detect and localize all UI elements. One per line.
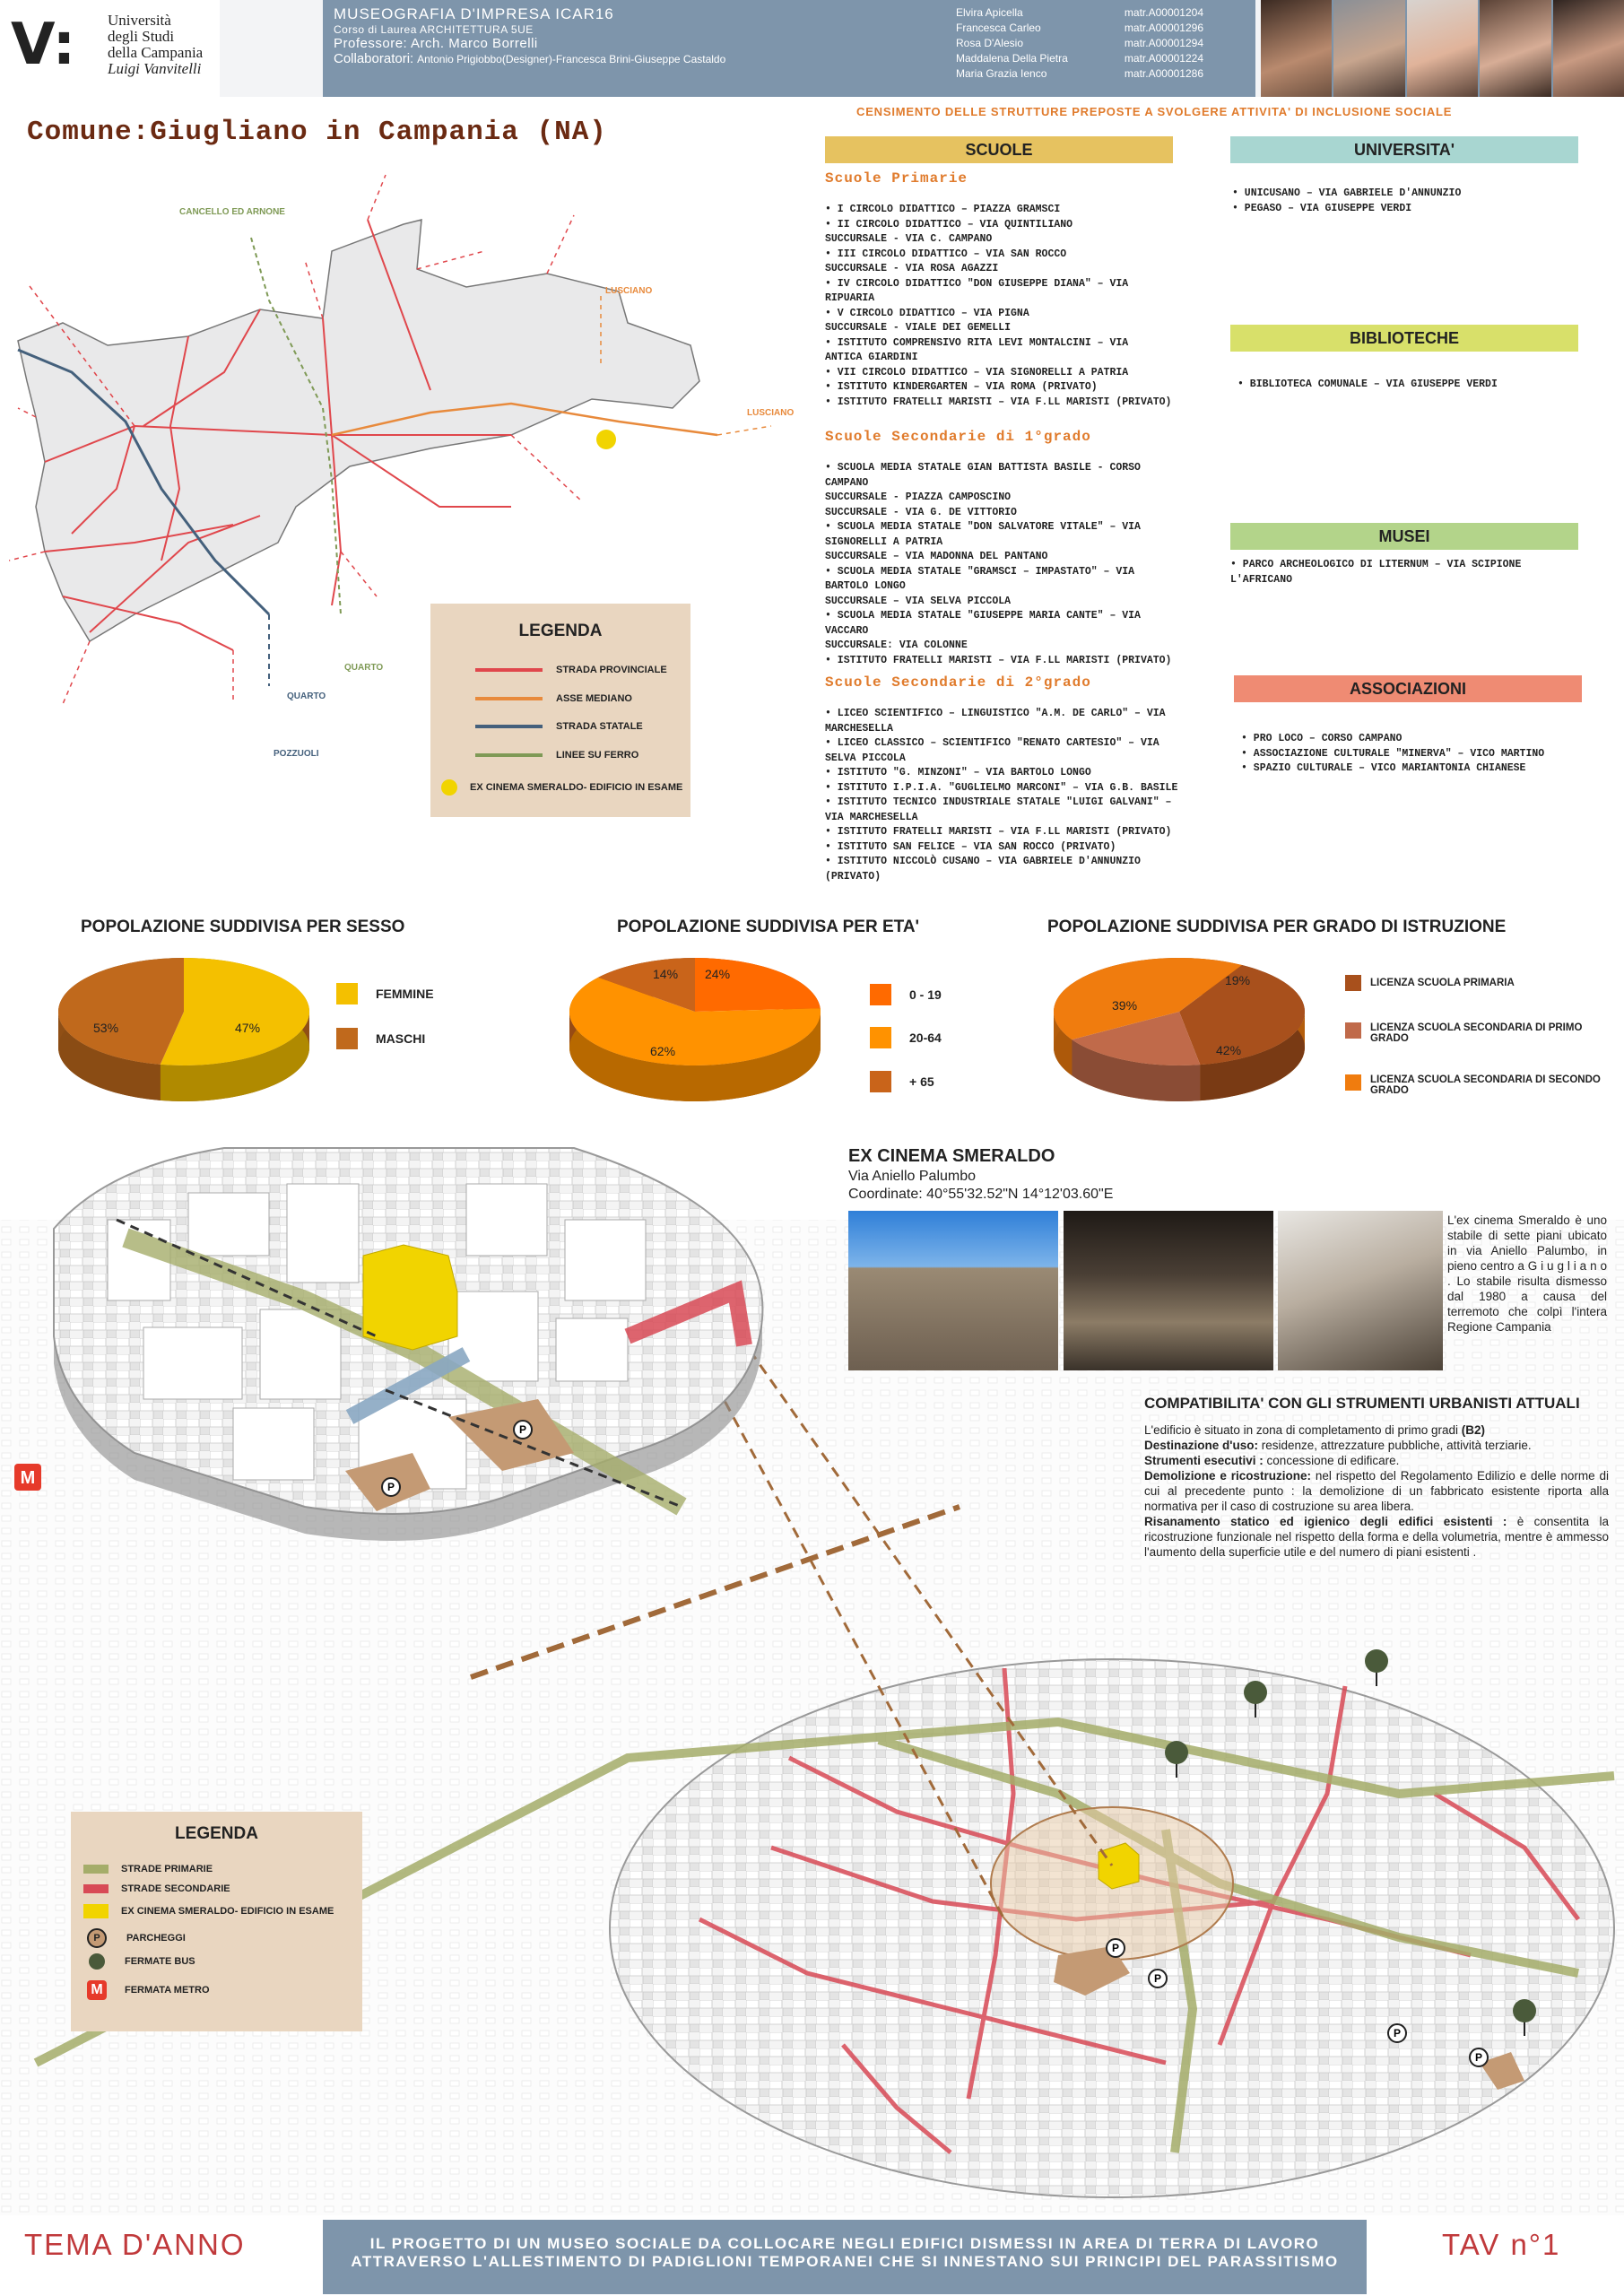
list-item: • III CIRCOLO DIDATTICO – VIA SAN ROCCO	[825, 248, 1067, 260]
detail-cinema-building	[363, 1245, 457, 1350]
university-logo	[0, 0, 220, 97]
scuole-sec1-title: Scuole Secondarie di 1°grado	[825, 429, 1091, 445]
label-lusciano-2: LUSCIANO	[747, 408, 795, 418]
category-biblioteche: BIBLIOTECHE	[1230, 325, 1578, 352]
legend-item	[83, 1904, 334, 1918]
legend-swatch	[441, 779, 457, 796]
legend-label: PARCHEGGI	[126, 1933, 186, 1944]
compat-bold: Strumenti esecutivi :	[1144, 1454, 1267, 1467]
parking-icon: P	[87, 1928, 107, 1948]
student-photo	[1553, 0, 1624, 97]
cinema-location-marker	[596, 430, 616, 449]
legend-swatch	[870, 984, 891, 1005]
list-item: L'AFRICANO	[1230, 573, 1293, 586]
legend-label: STRADA PROVINCIALE	[556, 665, 667, 675]
student-row	[956, 5, 1203, 21]
chart-title-eta: POPOLAZIONE SUDDIVISA PER ETA'	[617, 918, 920, 936]
student-matr: matr.A00001286	[1124, 67, 1203, 80]
tema-label: TEMA D'ANNO	[24, 2228, 246, 2261]
parking-marker	[514, 1421, 532, 1439]
legend-swatch	[336, 1028, 358, 1049]
student-matr: matr.A00001204	[1124, 6, 1203, 19]
legend-swatch	[475, 725, 543, 728]
urban-legend	[71, 1812, 362, 2031]
pie-label: 24%	[705, 967, 731, 981]
bus-stop-icon	[1165, 1741, 1188, 1764]
legend-item	[83, 1883, 230, 1894]
axis-median-arrow-east	[717, 426, 771, 435]
student-matr: matr.A00001224	[1124, 52, 1203, 65]
list-item: • LICEO SCIENTIFICO – LINGUISTICO "A.M. DE CARLO" – VIA	[825, 708, 1166, 719]
category-musei: MUSEI	[1230, 523, 1578, 550]
student-matr: matr.A00001294	[1124, 37, 1203, 49]
building	[556, 1318, 628, 1381]
pie-chart-eta	[560, 949, 838, 1119]
parking-marker	[1149, 1970, 1167, 1987]
legend-label: FERMATA METRO	[125, 1985, 210, 1996]
list-item: • UNICUSANO – VIA GABRIELE D'ANNUNZIO	[1232, 187, 1462, 199]
list-item: • ISTITUTO NICCOLÒ CUSANO – VIA GABRIELE D'ANNUNZIO	[825, 856, 1141, 867]
pie-label: 39%	[1112, 998, 1138, 1013]
legend-item	[83, 1928, 186, 1948]
list-item: • ISTITUTO "G. MINZONI" – VIA BARTOLO LONGO	[825, 767, 1091, 778]
legend-swatch	[870, 1071, 891, 1092]
legend-item	[475, 665, 667, 675]
legend-swatch	[1345, 1074, 1361, 1091]
footer-line: ATTRAVERSO L'ALLESTIMENTO DI PADIGLIONI TEMPORANEI CHE SI INNESTANO SUI PRINCIPI DEL PARASSITISMO	[351, 2253, 1339, 2270]
compat-text: residenze, attrezzature pubbliche, attività terziarie.	[1261, 1439, 1532, 1452]
logo-mark: V:	[11, 12, 76, 78]
cinema-photo-facade	[848, 1211, 1058, 1370]
map-legend-title: LEGENDA	[518, 622, 603, 640]
parking-marker	[1470, 2048, 1488, 2066]
collaborators-names: Antonio Prigiobbo(Designer)-Francesca Brini-Giuseppe Castaldo	[417, 53, 726, 65]
list-item: • ISTITUTO TECNICO INDUSTRIALE STATALE "LUIGI GALVANI" –	[825, 796, 1172, 808]
student-photo	[1261, 0, 1333, 97]
metro-icon-letter: M	[20, 1468, 36, 1488]
pie-chart-istruzione	[1045, 949, 1323, 1119]
student-row	[956, 51, 1203, 66]
parking-marker-letter: P	[1393, 2027, 1402, 2039]
list-item: • ISTITUTO SAN FELICE – VIA SAN ROCCO (PRIVATO)	[825, 840, 1116, 853]
metro-icon: M	[87, 1980, 107, 2000]
student-photo	[1333, 0, 1406, 97]
legend-item	[83, 1953, 195, 1970]
municipality-area	[18, 220, 699, 641]
parking-marker-letter: P	[1474, 2051, 1483, 2064]
student-photos	[1261, 0, 1624, 97]
legend-label: LICENZA SCUOLA PRIMARIA	[1370, 978, 1515, 988]
list-item: CAMPANO	[825, 476, 869, 489]
legend-label: 0 - 19	[909, 987, 942, 1002]
list-item: SUCCURSALE – VIA SELVA PICCOLA	[825, 595, 1012, 607]
musei-list	[1230, 558, 1521, 587]
legend-label: FERMATE BUS	[125, 1956, 195, 1967]
legend-20-64	[870, 1027, 942, 1048]
list-item: • IV CIRCOLO DIDATTICO "DON GIUSEPPE DIANA" – VIA	[825, 277, 1129, 290]
legend-label: STRADA STATALE	[556, 721, 643, 732]
students-list	[956, 5, 1203, 82]
pie-chart-sesso	[49, 949, 327, 1119]
compat-text: concessione di edificare.	[1266, 1454, 1400, 1467]
compat-body	[1144, 1422, 1609, 1560]
list-item: BARTOLO LONGO	[825, 580, 906, 592]
footer-project-text	[323, 2235, 1367, 2271]
footer-line: IL PROGETTO DI UN MUSEO SOCIALE DA COLLOCARE NEGLI EDIFICI DISMESSI IN AREA DI TERRA DI LAVORO	[369, 2235, 1320, 2252]
category-scuole: SCUOLE	[825, 136, 1173, 163]
list-item: • ISTITUTO KINDERGARTEN – VIA ROMA (PRIVATO)	[825, 381, 1098, 393]
university-line: Università	[108, 12, 171, 29]
pie-label: 14%	[653, 967, 679, 981]
list-item: • LICEO CLASSICO – SCIENTIFICO "RENATO CARTESIO" – VIA	[825, 737, 1159, 749]
legend-label: 20-64	[909, 1031, 942, 1045]
parking-marker-letter: P	[1153, 1972, 1162, 1985]
list-item: • SCUOLA MEDIA STATALE "GIUSEPPE MARIA CANTE" – VIA	[825, 610, 1141, 622]
collaborators	[334, 51, 725, 66]
university-name	[108, 13, 203, 77]
pie-label: 47%	[235, 1021, 261, 1035]
cinema-photo-interior	[1278, 1211, 1443, 1370]
building	[466, 1184, 547, 1256]
list-item: SUCCURSALE - PIAZZA CAMPOSCINO	[825, 491, 1012, 503]
list-item: • BIBLIOTECA COMUNALE – VIA GIUSEPPE VERDI	[1238, 378, 1498, 390]
legend-item	[83, 1980, 210, 2000]
student-photo	[1480, 0, 1552, 97]
list-item: • PARCO ARCHEOLOGICO DI LITERNUM – VIA SCIPIONE	[1230, 559, 1522, 570]
course-title: MUSEOGRAFIA D'IMPRESA ICAR16	[334, 5, 614, 22]
list-item: • ISTITUTO COMPRENSIVO RITA LEVI MONTALCINI – VIA	[825, 336, 1129, 349]
pie-label: 53%	[93, 1021, 119, 1035]
list-item: • II CIRCOLO DIDATTICO – VIA QUINTILIANO	[825, 218, 1073, 230]
compat-bold: Demolizione e ricostruzione:	[1144, 1469, 1316, 1483]
list-item: • ISTITUTO FRATELLI MARISTI – VIA F.LL MARISTI (PRIVATO)	[825, 826, 1172, 838]
legend-item	[475, 750, 638, 761]
legend-swatch	[870, 1027, 891, 1048]
list-item: SUCCURSALE - VIA G. DE VITTORIO	[825, 506, 1017, 518]
building	[565, 1220, 646, 1300]
legend-label: MASCHI	[376, 1031, 426, 1046]
parking-marker-letter: P	[518, 1423, 527, 1436]
collaborators-label: Collaboratori:	[334, 51, 414, 66]
list-item: • V CIRCOLO DIDATTICO – VIA PIGNA	[825, 307, 1029, 319]
student-row	[956, 21, 1203, 36]
associazioni-list	[1241, 732, 1544, 777]
list-item: • PEGASO – VIA GIUSEPPE VERDI	[1232, 202, 1412, 214]
cinema-photo-entrance	[1064, 1211, 1273, 1370]
course-subtitle: Corso di Laurea ARCHITETTURA 5UE	[334, 23, 534, 36]
legend-primaria	[1345, 975, 1614, 991]
bus-stop-icon	[1365, 1649, 1388, 1673]
pie-label: 19%	[1225, 973, 1251, 987]
building	[287, 1184, 359, 1283]
urban-legend-title: LEGENDA	[175, 1824, 258, 1843]
student-matr: matr.A00001296	[1124, 22, 1203, 34]
compat-bold: Risanamento statico ed igienico degli edifici esistenti :	[1144, 1515, 1517, 1528]
student-name: Elvira Apicella	[956, 6, 1023, 19]
chart-title-istruzione: POPOLAZIONE SUDDIVISA PER GRADO DI ISTRUZIONE	[1047, 918, 1507, 936]
university-line: degli Studi	[108, 28, 175, 45]
label-quarto-1: QUARTO	[344, 663, 384, 673]
label-pozzuoli: POZZUOLI	[274, 749, 319, 759]
legend-label: LINEE SU FERRO	[556, 750, 639, 761]
list-item: (PRIVATO)	[825, 870, 881, 883]
bus-stop-icon	[1513, 1999, 1536, 2022]
legend-label: ASSE MEDIANO	[556, 693, 632, 704]
legend-65	[870, 1071, 934, 1092]
list-item: • PRO LOCO – CORSO CAMPANO	[1241, 733, 1403, 744]
student-name: Maria Grazia Ienco	[956, 67, 1047, 80]
scuole-sec2-list	[825, 707, 1177, 884]
legend-label: EX CINEMA SMERALDO- EDIFICIO IN ESAME	[470, 782, 683, 793]
legend-swatch	[83, 1884, 109, 1893]
list-item: SELVA PICCOLA	[825, 752, 906, 764]
legend-item	[475, 721, 643, 732]
legend-0-19	[870, 984, 942, 1005]
list-item: • SCUOLA MEDIA STATALE GIAN BATTISTA BASILE - CORSO	[825, 462, 1141, 474]
list-item: SUCCURSALE - VIA ROSA AGAZZI	[825, 263, 999, 274]
compat-text: è consentita la ricostruzione funzionale nel rispetto della forma e della volumetria, mentre è ammesso l'aumento della superficie utile e del numero di piani esistenti .	[1144, 1515, 1609, 1559]
metro-stop-marker	[14, 1464, 41, 1491]
legend-secondaria-2	[1345, 1074, 1614, 1096]
label-quarto-2: QUARTO	[287, 691, 326, 701]
list-item: • SCUOLA MEDIA STATALE "GRAMSCI – IMPASTATO" – VIA	[825, 565, 1135, 578]
compat-text: nel rispetto del Regolamento Edilizio e delle norme di cui al precedente punto : la demolizione di un fabbricato esistente riporta alla normativa per il caso di costruzione su area libera.	[1144, 1469, 1610, 1513]
legend-label: LICENZA SCUOLA SECONDARIA DI PRIMO GRADO	[1370, 1022, 1583, 1044]
compat-text: L'edificio è situato in zona di completamento di primo gradi	[1144, 1423, 1462, 1437]
legend-item	[441, 779, 682, 796]
legend-label: FEMMINE	[376, 987, 434, 1001]
map-title: Comune:Giugliano in Campania (NA)	[27, 117, 607, 148]
tav-number: TAV n°1	[1442, 2228, 1561, 2261]
student-row	[956, 66, 1203, 82]
student-name: Francesca Carleo	[956, 22, 1041, 34]
legend-swatch	[475, 753, 543, 757]
scuole-primarie-title: Scuole Primarie	[825, 170, 968, 187]
list-item: • ISTITUTO FRATELLI MARISTI – VIA F.LL MARISTI (PRIVATO)	[825, 654, 1172, 666]
chart-title-sesso: POPOLAZIONE SUDDIVISA PER SESSO	[81, 918, 405, 936]
category-universita: UNIVERSITA'	[1230, 136, 1578, 163]
map-legend	[430, 604, 690, 817]
compat-title: COMPATIBILITA' CON GLI STRUMENTI URBANISTI ATTUALI	[1144, 1395, 1580, 1412]
list-item: SIGNORELLI A PATRIA	[825, 535, 943, 548]
scuole-sec2-title: Scuole Secondarie di 2°grado	[825, 674, 1091, 691]
student-name: Rosa D'Alesio	[956, 37, 1023, 49]
legend-femmine	[336, 983, 434, 1004]
legend-secondaria-1	[1345, 1022, 1614, 1044]
list-item: VIA MARCHESELLA	[825, 811, 918, 823]
university-line: della Campania	[108, 44, 204, 61]
legend-swatch	[336, 983, 358, 1004]
list-item: • ISTITUTO I.P.I.A. "GUGLIELMO MARCONI" – VIA G.B. BASILE	[825, 781, 1178, 794]
professor: Professore: Arch. Marco Borrelli	[334, 36, 538, 51]
legend-swatch	[1345, 975, 1361, 991]
parking-marker-letter: P	[386, 1481, 395, 1493]
pie-label: 62%	[650, 1044, 676, 1058]
list-item: VACCARO	[825, 624, 869, 637]
biblioteche-list	[1238, 378, 1498, 393]
label-cancello: CANCELLO ED ARNONE	[179, 207, 285, 217]
compat-bold: (B2)	[1461, 1423, 1486, 1437]
label-lusciano-1: LUSCIANO	[605, 286, 653, 296]
legend-maschi	[336, 1028, 425, 1049]
list-item: • SPAZIO CULTURALE – VICO MARIANTONIA CHIANESE	[1241, 762, 1526, 774]
legend-item	[475, 693, 632, 704]
list-item: • VII CIRCOLO DIDATTICO – VIA SIGNORELLI A PATRIA	[825, 366, 1129, 378]
list-item: • ASSOCIAZIONE CULTURALE "MINERVA" – VICO MARTINO	[1241, 747, 1545, 760]
student-photo	[1407, 0, 1480, 97]
list-item: SUCCURSALE: VIA COLONNE	[825, 639, 968, 651]
cinema-coordinates: Coordinate: 40°55'32.52"N 14°12'03.60"E	[848, 1187, 1114, 1202]
legend-swatch	[475, 697, 543, 700]
cinema-building	[1099, 1843, 1139, 1889]
legend-label: + 65	[909, 1074, 934, 1089]
list-item: ANTICA GIARDINI	[825, 352, 918, 363]
legend-label: STRADE PRIMARIE	[121, 1864, 213, 1874]
legend-swatch	[83, 1904, 109, 1918]
list-item: SUCCURSALE - VIA C. CAMPANO	[825, 233, 993, 245]
legend-swatch	[1345, 1022, 1361, 1039]
compat-bold: Destinazione d'uso:	[1144, 1439, 1262, 1452]
student-row	[956, 36, 1203, 51]
cinema-address: Via Aniello Palumbo	[848, 1169, 977, 1184]
university-line: Luigi Vanvitelli	[108, 60, 202, 77]
list-item: SUCCURSALE – VIA MADONNA DEL PANTANO	[825, 551, 1048, 562]
legend-swatch	[83, 1865, 109, 1874]
building	[143, 1327, 242, 1399]
list-item: SUCCURSALE - VIALE DEI GEMELLI	[825, 322, 1012, 334]
cinema-title: EX CINEMA SMERALDO	[848, 1146, 1055, 1166]
course-info	[334, 5, 725, 66]
list-item: • ISTITUTO FRATELLI MARISTI – VIA F.LL MARISTI (PRIVATO)	[825, 396, 1172, 408]
cinema-description: L'ex cinema Smeraldo è uno stabile di sette piani ubicato in via Aniello Palumbo, in pieno centro a G i u g l i a n o . Lo stabile risulta dismesso dal 1980 a causa del terremoto che colpì l'intera Regione Campania	[1447, 1213, 1607, 1334]
scuole-primarie-list	[825, 203, 1171, 410]
bus-stop-icon	[1244, 1681, 1267, 1704]
bus-icon	[89, 1953, 105, 1970]
census-title: CENSIMENTO DELLE STRUTTURE PREPOSTE A SVOLGERE ATTIVITA' DI INCLUSIONE SOCIALE	[856, 105, 1453, 118]
building	[188, 1193, 269, 1256]
scuole-sec1-list	[825, 461, 1171, 668]
pie-slice	[695, 958, 821, 1012]
parking-marker	[1107, 1939, 1125, 1957]
list-item: MARCHESELLA	[825, 722, 893, 735]
legend-item	[83, 1864, 213, 1874]
student-name: Maddalena Della Pietra	[956, 52, 1068, 65]
legend-label: STRADE SECONDARIE	[121, 1883, 230, 1894]
list-item: • SCUOLA MEDIA STATALE "DON SALVATORE VITALE" – VIA	[825, 521, 1141, 533]
parking-marker-letter: P	[1111, 1942, 1120, 1954]
building	[260, 1309, 341, 1399]
list-item: • I CIRCOLO DIDATTICO – PIAZZA GRAMSCI	[825, 204, 1061, 215]
legend-label: EX CINEMA SMERALDO- EDIFICIO IN ESAME	[121, 1906, 334, 1917]
building	[233, 1408, 314, 1480]
parking-marker	[382, 1478, 400, 1496]
pie-label: 42%	[1216, 1043, 1242, 1057]
legend-label: LICENZA SCUOLA SECONDARIA DI SECONDO GRADO	[1370, 1074, 1601, 1096]
list-item: RIPUARIA	[825, 292, 875, 304]
parking-marker	[1388, 2024, 1406, 2042]
category-associazioni: ASSOCIAZIONI	[1234, 675, 1582, 702]
legend-swatch	[475, 668, 543, 672]
universita-list	[1232, 187, 1461, 216]
